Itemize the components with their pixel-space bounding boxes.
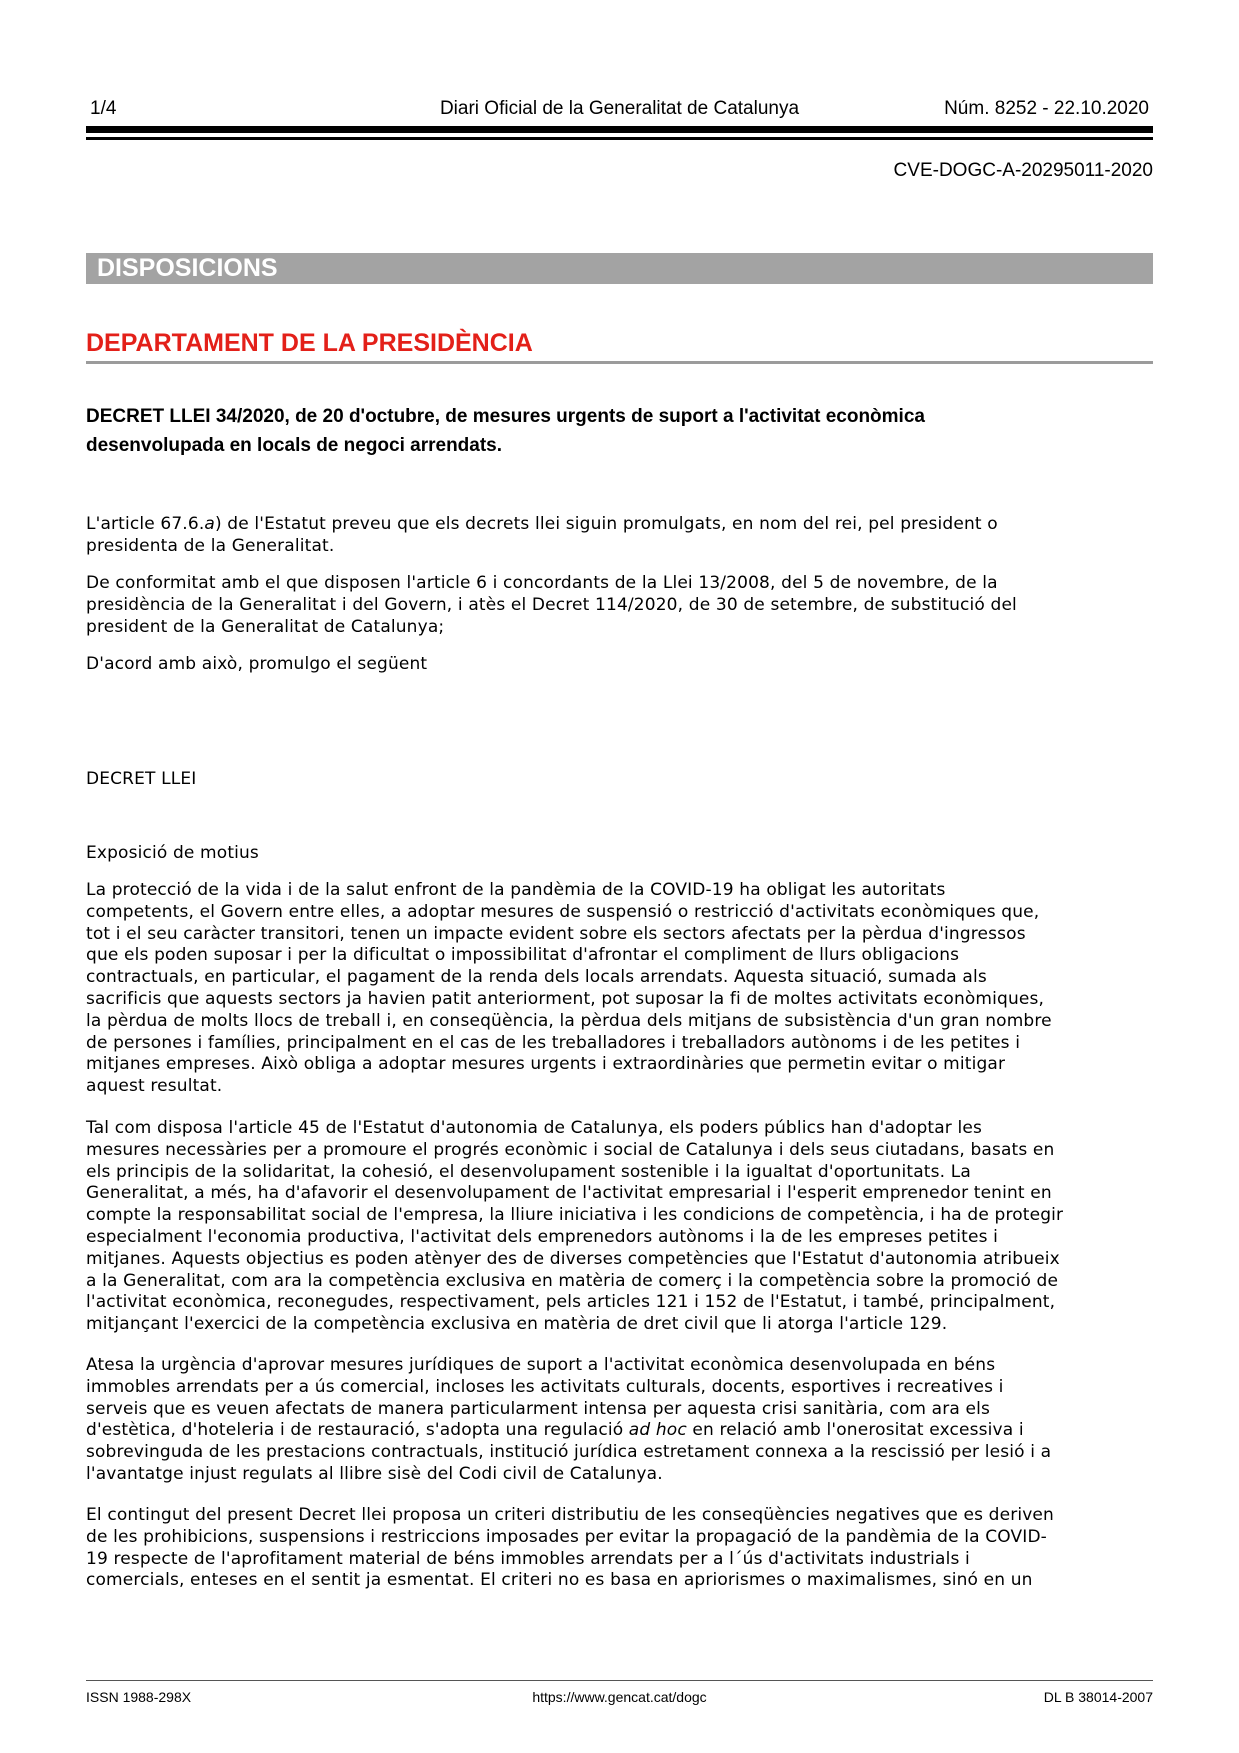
text-line: El contingut del present Decret llei proposa un criteri distributiu de les conseqüències negatives que es deriven — [86, 1505, 1054, 1525]
footer-url: https://www.gencat.cat/dogc — [532, 1689, 707, 1705]
footer-legal-deposit: DL B 38014-2007 — [1043, 1689, 1153, 1705]
journal-title: Diari Oficial de la Generalitat de Catalunya — [439, 98, 800, 119]
text-line: l'avantatge injust regulats al llibre sisè del Codi civil de Catalunya. — [86, 1463, 663, 1484]
header-rule-thin — [86, 137, 1153, 140]
text-line: Exposició de motius — [86, 843, 259, 863]
italic-run: a — [204, 514, 215, 534]
text-line: Atesa la urgència d'aprovar mesures jurídiques de suport a l'activitat econòmica desenvolupada en béns — [86, 1355, 996, 1375]
text-line: especialment l'economia productiva, l'activitat dels emprenedors autònoms i la de les empreses petites i — [86, 1226, 999, 1247]
footer-rule — [86, 1680, 1153, 1681]
text-line: president de la Generalitat de Catalunya; — [86, 616, 445, 637]
text-line: sacrificis que aquests sectors ja havien patit anteriorment, pot suposar la fi de moltes activitats econòmiques, — [86, 988, 1045, 1009]
paragraph-promulgation — [86, 654, 1156, 676]
text-run: ) de l'Estatut preveu que els decrets llei siguin promulgats, en nom del rei, pel president o — [214, 514, 998, 534]
page-number: 1/4 — [90, 98, 117, 119]
text-line: La protecció de la vida i de la salut enfront de la pandèmia de la COVID-19 ha obligat les autoritats — [86, 880, 946, 900]
heading-decree — [86, 769, 1156, 791]
decree-title-line: DECRET LLEI 34/2020, de 20 d'octubre, de mesures urgents de suport a l'activitat econòmica — [86, 406, 925, 427]
paragraph-motives-2 — [86, 1118, 1156, 1336]
text-line: de persones i famílies, principalment en el cas de les treballadores i treballadors autònoms i de les petites i — [86, 1032, 1021, 1053]
italic-run: ad hoc — [628, 1420, 687, 1441]
footer-issn: ISSN 1988-298X — [86, 1689, 192, 1705]
text-line: compte la responsabilitat social de l'empresa, la lliure iniciativa i les condicions de competència, i ha de protegir — [86, 1205, 1064, 1226]
text-line: serveis que es veuen afectats de manera particularment intensa per aquesta crisi sanitària, com ara els — [86, 1398, 990, 1419]
text-line: que els poden suposar i per la dificultat o impossibilitat d'afrontar el compliment de llurs obligacions — [86, 945, 960, 966]
decree-title — [86, 402, 1086, 460]
section-title: DISPOSICIONS — [97, 254, 278, 282]
issue-number: Núm. 8252 - 22.10.2020 — [944, 98, 1149, 119]
text-line: contractuals, en particular, el pagament de la renda dels locals arrendats. Aquesta situació, sumada als — [86, 967, 987, 988]
text-line: D'acord amb això, promulgo el següent — [86, 654, 428, 674]
text-line: sobrevinguda de les prestacions contractuals, institució jurídica estretament connexa a la rescissió per lesió i a — [86, 1442, 1052, 1463]
paragraph-preamble-1 — [86, 514, 1156, 558]
heading-exposition — [86, 843, 1156, 865]
text-line: comercials, enteses en el sentit ja esmentat. El criteri no es basa en apriorismes o maximalismes, sinó en un — [86, 1570, 1033, 1591]
text-line: l'activitat econòmica, reconegudes, respectivament, pels articles 121 i 152 de l'Estatut, i també, principalment, — [86, 1292, 1056, 1313]
text-line: mesures necessàries per a promoure el progrés econòmic i social de Catalunya i dels seus ciutadans, basats en — [86, 1139, 1055, 1160]
text-line — [86, 1420, 1156, 1442]
paragraph-preamble-2 — [86, 573, 1156, 638]
header-rule-thick — [86, 126, 1153, 133]
decree-title-line: desenvolupada en locals de negoci arrendats. — [86, 435, 503, 456]
text-line: presidència de la Generalitat i del Govern, i atès el Decret 114/2020, de 30 de setembre, de substitució del — [86, 594, 1017, 615]
text-line: competents, el Govern entre elles, a adoptar mesures de suspensió o restricció d'activitats econòmiques que, — [86, 901, 1040, 922]
text-line: a la Generalitat, com ara la competència exclusiva en matèria de comerç i la competència sobre la promoció de — [86, 1270, 1059, 1291]
text-line: De conformitat amb el que disposen l'article 6 i concordants de la Llei 13/2008, del 5 de novembre, de la — [86, 573, 998, 593]
text-line: aquest resultat. — [86, 1076, 223, 1097]
text-line: 19 respecte de l'aprofitament material de béns immobles arrendats per a l´ús d'activitats industrials i — [86, 1548, 970, 1569]
cve-code: CVE-DOGC-A-20295011-2020 — [893, 160, 1153, 181]
text-line: immobles arrendats per a ús comercial, incloses les activitats culturals, docents, esportives i recreatives i — [86, 1376, 1004, 1397]
text-line: de les prohibicions, suspensions i restriccions imposades per evitar la propagació de la pandèmia de la COVID- — [86, 1526, 1047, 1547]
text-line: mitjançant l'exercici de la competència exclusiva en matèria de dret civil que li atorga l'article 129. — [86, 1314, 948, 1335]
paragraph-motives-3 — [86, 1355, 1156, 1486]
text-line: presidenta de la Generalitat. — [86, 535, 335, 556]
text-line — [86, 514, 1156, 536]
text-line: Generalitat, a més, ha d'afavorir el desenvolupament de l'activitat empresarial i l'esperit emprenedor tenint en — [86, 1183, 1052, 1204]
text-run: d'estètica, d'hoteleria i de restauració, s'adopta una regulació — [86, 1420, 629, 1441]
text-line: mitjanes empreses. Això obliga a adoptar mesures urgents i extraordinàries que permetin evitar o mitigar — [86, 1054, 1006, 1075]
text-line: Tal com disposa l'article 45 de l'Estatut d'autonomia de Catalunya, els poders públics han d'adoptar les — [86, 1118, 982, 1138]
text-run: en relació amb l'onerositat excessiva i — [686, 1420, 1024, 1441]
text-line: DECRET LLEI — [86, 769, 197, 789]
text-run: L'article 67.6. — [86, 514, 205, 534]
paragraph-motives-1 — [86, 880, 1156, 1098]
paragraph-motives-4 — [86, 1505, 1156, 1592]
department-rule — [86, 361, 1153, 364]
text-line: mitjanes. Aquests objectius es poden atènyer des de diverses competències que l'Estatut d'autonomia atribueix — [86, 1248, 1060, 1269]
department-title: DEPARTAMENT DE LA PRESIDÈNCIA — [86, 329, 533, 357]
section-banner — [86, 253, 1153, 284]
text-line: tot i el seu caràcter transitori, tenen un impacte evident sobre els sectors afectats per la pèrdua d'ingressos — [86, 923, 1026, 944]
text-line: els principis de la solidaritat, la cohesió, el desenvolupament sostenible i la igualtat d'oportunitats. La — [86, 1161, 971, 1182]
text-line: la pèrdua de molts llocs de treball i, en conseqüència, la pèrdua dels mitjans de subsistència d'un gran nombre — [86, 1010, 1052, 1031]
